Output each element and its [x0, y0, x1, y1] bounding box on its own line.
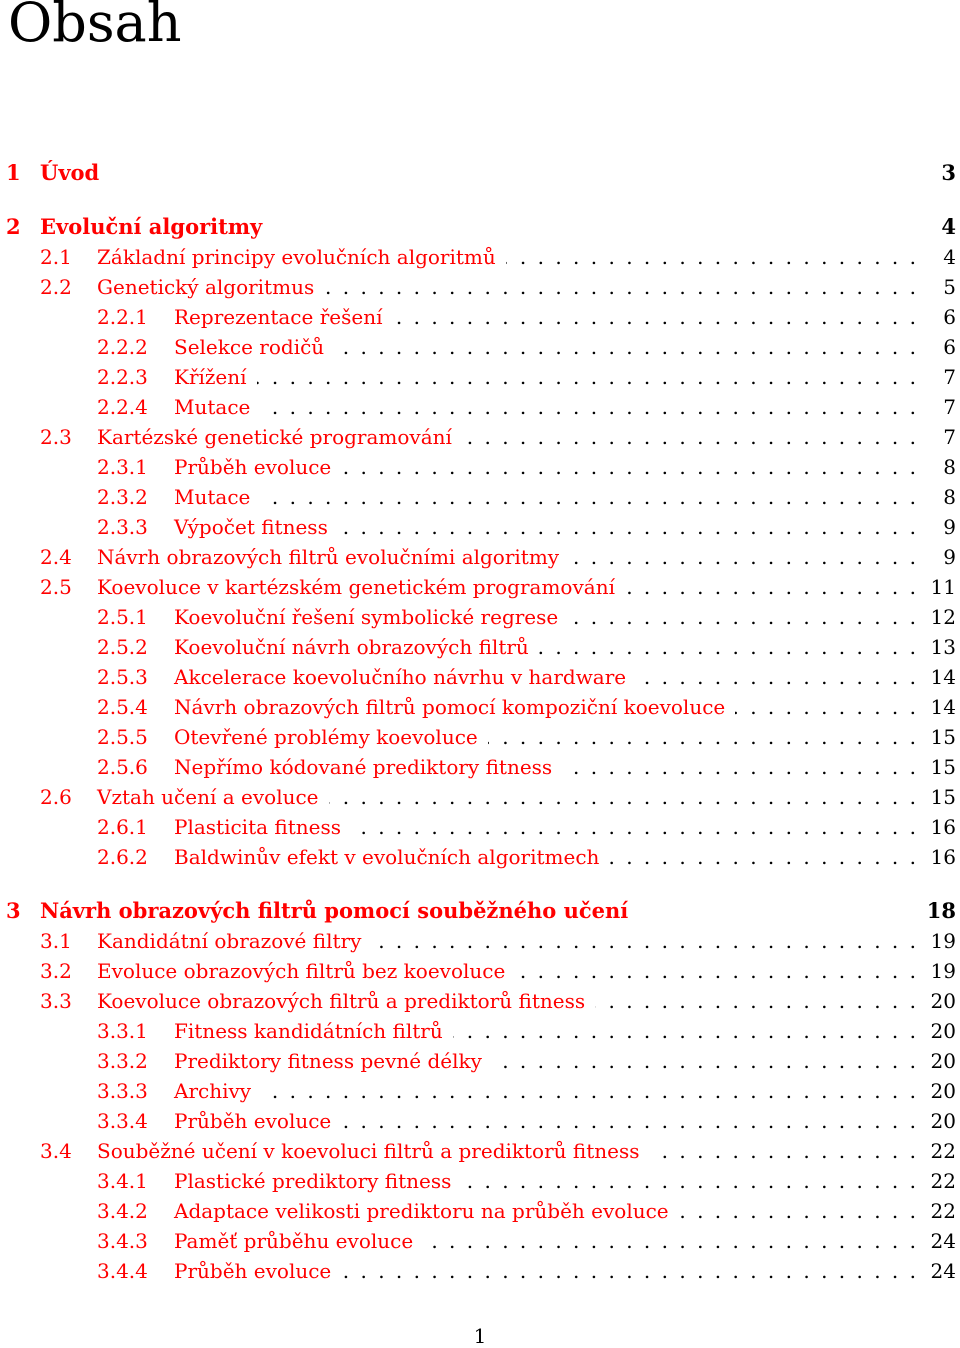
toc-entry-page: 14	[930, 665, 956, 689]
toc-entry-title[interactable]: Úvod	[40, 160, 100, 185]
toc-chapter-entry[interactable]	[0, 158, 960, 188]
toc-entry-number[interactable]: 3.4.2	[97, 1199, 148, 1223]
toc-chapter-entry[interactable]	[0, 896, 960, 926]
dot-leader	[562, 752, 916, 782]
toc-subsection-entry[interactable]	[0, 482, 960, 512]
toc-section-entry[interactable]	[0, 542, 960, 572]
toc-entry-page: 19	[930, 959, 956, 983]
toc-entry-title[interactable]: Průběh evoluce	[174, 1259, 332, 1283]
toc-entry-title[interactable]: Křížení	[174, 365, 247, 389]
toc-subsection-entry[interactable]	[0, 452, 960, 482]
toc-entry-number[interactable]: 2.3.1	[97, 455, 148, 479]
toc-entry-number[interactable]: 3.4.1	[97, 1169, 148, 1193]
toc-subsection-entry[interactable]	[0, 842, 960, 872]
toc-entry-title[interactable]: Kandidátní obrazové filtry	[97, 929, 362, 953]
toc-entry-number[interactable]: 2.5.2	[97, 635, 148, 659]
toc-entry-title[interactable]: Otevřené problémy koevoluce	[174, 725, 478, 749]
toc-chapter-entry[interactable]	[0, 212, 960, 242]
toc-entry-number[interactable]: 2.2.2	[97, 335, 148, 359]
toc-entry-page: 18	[926, 898, 956, 923]
dot-leader	[625, 572, 916, 602]
toc-entry-title[interactable]: Koevoluce obrazových filtrů a prediktorů fitness	[97, 989, 586, 1013]
toc-entry-page: 6	[943, 305, 956, 329]
page-title: Obsah	[8, 0, 182, 54]
toc-entry-page: 11	[930, 575, 956, 599]
dot-leader	[539, 632, 916, 662]
toc-entry-page: 22	[930, 1199, 956, 1223]
toc-entry-number[interactable]: 3.3.1	[97, 1019, 148, 1043]
dot-leader	[351, 812, 916, 842]
toc-entry-number[interactable]: 2.2	[40, 275, 72, 299]
toc-section-entry[interactable]	[0, 926, 960, 956]
toc-entry-page: 7	[943, 365, 956, 389]
toc-entry-title[interactable]: Nepřímo kódované prediktory fitness	[174, 755, 553, 779]
page-number: 1	[473, 1324, 487, 1348]
dot-leader	[453, 1016, 916, 1046]
toc-section-entry[interactable]	[0, 272, 960, 302]
toc-entry-number[interactable]: 3.3.4	[97, 1109, 148, 1133]
toc-entry-title[interactable]: Mutace	[174, 395, 251, 419]
toc-entry-page: 15	[930, 725, 956, 749]
toc-entry-number[interactable]: 3.2	[40, 959, 72, 983]
toc-entry-title[interactable]: Návrh obrazových filtrů evolučními algoritmy	[97, 545, 560, 569]
dot-leader	[341, 452, 916, 482]
dot-leader	[324, 272, 916, 302]
toc-entry-page: 4	[941, 214, 956, 239]
toc-subsection-entry[interactable]	[0, 1196, 960, 1226]
toc-entry-page: 6	[943, 335, 956, 359]
toc-entry-number[interactable]: 2.2.3	[97, 365, 148, 389]
toc-entry-title[interactable]: Akcelerace koevolučního návrhu v hardware	[174, 665, 627, 689]
toc-subsection-entry[interactable]	[0, 752, 960, 782]
toc-entry-title[interactable]: Selekce rodičů	[174, 335, 325, 359]
toc-subsection-entry[interactable]	[0, 332, 960, 362]
toc-entry-number[interactable]: 2.6	[40, 785, 72, 809]
toc-entry-title[interactable]: Adaptace velikosti prediktoru na průběh evoluce	[174, 1199, 669, 1223]
toc-entry-number[interactable]: 3.4	[40, 1139, 72, 1163]
toc-entry-number[interactable]: 2.2.4	[97, 395, 148, 419]
dot-leader	[515, 956, 916, 986]
toc-entry-page: 13	[930, 635, 956, 659]
toc-entry-number[interactable]: 2.2.1	[97, 305, 148, 329]
toc-entry-page: 20	[930, 1049, 956, 1073]
toc-entry-page: 24	[930, 1259, 956, 1283]
toc-entry-title[interactable]: Fitness kandidátních filtrů	[174, 1019, 443, 1043]
toc-entry-title[interactable]: Koevoluční řešení symbolické regrese	[174, 605, 559, 629]
toc-entry-title[interactable]: Mutace	[174, 485, 251, 509]
dot-leader	[423, 1226, 916, 1256]
toc-entry-title[interactable]: Souběžné učení v koevoluci filtrů a prediktorů fitness	[97, 1139, 640, 1163]
dot-leader	[568, 602, 916, 632]
toc-entry-page: 20	[930, 1019, 956, 1043]
dot-leader	[461, 1166, 916, 1196]
toc-entry-number[interactable]: 2.5.1	[97, 605, 148, 629]
toc-subsection-entry[interactable]	[0, 1226, 960, 1256]
toc-entry-page: 3	[941, 160, 956, 185]
toc-entry-page: 16	[930, 845, 956, 869]
toc-entry-title[interactable]: Plasticita fitness	[174, 815, 342, 839]
dot-leader	[371, 926, 916, 956]
dot-leader	[338, 512, 916, 542]
toc-subsection-entry[interactable]	[0, 512, 960, 542]
toc-section-entry[interactable]	[0, 242, 960, 272]
dot-leader	[569, 542, 916, 572]
toc-entry-title[interactable]: Baldwinův efekt v evolučních algoritmech	[174, 845, 600, 869]
toc-entry-number[interactable]: 2.1	[40, 245, 72, 269]
toc-subsection-entry[interactable]	[0, 692, 960, 722]
toc-entry-page: 7	[943, 395, 956, 419]
toc-entry-title[interactable]: Základní principy evolučních algoritmů	[97, 245, 496, 269]
toc-section-entry[interactable]	[0, 782, 960, 812]
toc-entry-number[interactable]: 3.3.3	[97, 1079, 148, 1103]
toc-entry-number[interactable]: 2.5.3	[97, 665, 148, 689]
dot-leader	[260, 392, 916, 422]
toc-entry-number[interactable]: 3.4.4	[97, 1259, 148, 1283]
toc-subsection-entry[interactable]	[0, 1256, 960, 1286]
toc-entry-number[interactable]: 3.4.3	[97, 1229, 148, 1253]
toc-entry-number[interactable]: 3	[6, 898, 21, 923]
toc-entry-title[interactable]: Archivy	[174, 1079, 252, 1103]
dot-leader	[462, 422, 916, 452]
toc-entry-title[interactable]: Koevoluce v kartézském genetickém programování	[97, 575, 615, 599]
toc-entry-number[interactable]: 3.1	[40, 929, 72, 953]
toc-entry-title[interactable]: Vztah učení a evoluce	[97, 785, 319, 809]
toc-entry-title[interactable]: Reprezentace řešení	[174, 305, 383, 329]
toc-subsection-entry[interactable]	[0, 1016, 960, 1046]
toc-subsection-entry[interactable]	[0, 812, 960, 842]
toc-entry-title[interactable]: Plastické prediktory fitness	[174, 1169, 452, 1193]
dot-leader	[595, 986, 916, 1016]
toc-entry-page: 9	[943, 515, 956, 539]
toc-entry-page: 12	[930, 605, 956, 629]
toc-subsection-entry[interactable]	[0, 392, 960, 422]
dot-leader	[650, 1136, 916, 1166]
toc-entry-title[interactable]: Výpočet fitness	[174, 515, 328, 539]
dot-leader	[260, 482, 916, 512]
toc-entry-number[interactable]: 2.5.4	[97, 695, 148, 719]
toc-entry-title[interactable]: Průběh evoluce	[174, 1109, 332, 1133]
toc-entry-number[interactable]: 2.6.2	[97, 845, 148, 869]
dot-leader	[735, 692, 916, 722]
toc-section-entry[interactable]	[0, 572, 960, 602]
toc-entry-number[interactable]: 2.3.3	[97, 515, 148, 539]
dot-leader	[492, 1046, 916, 1076]
dot-leader	[506, 242, 916, 272]
toc-entry-title[interactable]: Evoluce obrazových filtrů bez koevoluce	[97, 959, 506, 983]
toc-entry-title[interactable]: Evoluční algoritmy	[40, 214, 263, 239]
toc-entry-page: 24	[930, 1229, 956, 1253]
toc-subsection-entry[interactable]	[0, 1106, 960, 1136]
dot-leader	[392, 302, 916, 332]
toc-entry-page: 5	[943, 275, 956, 299]
toc-entry-number[interactable]: 2.5.5	[97, 725, 148, 749]
toc-entry-page: 20	[930, 989, 956, 1013]
toc-entry-title[interactable]: Koevoluční návrh obrazových filtrů	[174, 635, 529, 659]
toc-subsection-entry[interactable]	[0, 662, 960, 692]
toc-entry-page: 16	[930, 815, 956, 839]
toc-subsection-entry[interactable]	[0, 1046, 960, 1076]
toc-entry-number[interactable]: 2.3	[40, 425, 72, 449]
dot-leader	[261, 1076, 916, 1106]
toc-entry-title[interactable]: Průběh evoluce	[174, 455, 332, 479]
toc-entry-page: 19	[930, 929, 956, 953]
dot-leader	[334, 332, 916, 362]
toc-entry-page: 4	[943, 245, 956, 269]
toc-entry-page: 7	[943, 425, 956, 449]
toc-section-entry[interactable]	[0, 986, 960, 1016]
toc-subsection-entry[interactable]	[0, 1076, 960, 1106]
toc-entry-page: 14	[930, 695, 956, 719]
toc-subsection-entry[interactable]	[0, 602, 960, 632]
toc-entry-title[interactable]: Návrh obrazových filtrů pomocí kompoziční koevoluce	[174, 695, 726, 719]
toc-subsection-entry[interactable]	[0, 362, 960, 392]
toc-entry-number[interactable]: 1	[6, 160, 21, 185]
toc-entry-page: 15	[930, 755, 956, 779]
toc-entry-page: 9	[943, 545, 956, 569]
toc-section-entry[interactable]	[0, 956, 960, 986]
dot-leader	[609, 842, 916, 872]
toc-entry-page: 20	[930, 1109, 956, 1133]
toc-entry-number[interactable]: 2	[6, 214, 21, 239]
toc-entry-number[interactable]: 2.5	[40, 575, 72, 599]
toc-entry-number[interactable]: 2.3.2	[97, 485, 148, 509]
toc-entry-page: 22	[930, 1169, 956, 1193]
toc-entry-title[interactable]: Návrh obrazových filtrů pomocí souběžného učení	[40, 898, 629, 923]
toc-section-entry[interactable]	[0, 1136, 960, 1166]
toc-entry-title[interactable]: Paměť průběhu evoluce	[174, 1229, 414, 1253]
toc-entry-title[interactable]: Genetický algoritmus	[97, 275, 315, 299]
toc-entry-page: 15	[930, 785, 956, 809]
toc-entry-number[interactable]: 3.3.2	[97, 1049, 148, 1073]
toc-entry-page: 20	[930, 1079, 956, 1103]
toc-entry-title[interactable]: Prediktory fitness pevné délky	[174, 1049, 482, 1073]
dot-leader	[488, 722, 916, 752]
dot-leader	[341, 1256, 916, 1286]
toc-subsection-entry[interactable]	[0, 1166, 960, 1196]
toc-entry-title[interactable]: Kartézské genetické programování	[97, 425, 452, 449]
toc-subsection-entry[interactable]	[0, 632, 960, 662]
toc-subsection-entry[interactable]	[0, 302, 960, 332]
toc-entry-number[interactable]: 2.4	[40, 545, 72, 569]
dot-leader	[636, 662, 916, 692]
toc-entry-number[interactable]: 2.5.6	[97, 755, 148, 779]
toc-entry-number[interactable]: 2.6.1	[97, 815, 148, 839]
toc-subsection-entry[interactable]	[0, 722, 960, 752]
dot-leader	[329, 782, 916, 812]
dot-leader	[257, 362, 916, 392]
toc-section-entry[interactable]	[0, 422, 960, 452]
dot-leader	[341, 1106, 916, 1136]
dot-leader	[679, 1196, 916, 1226]
toc-entry-page: 8	[943, 455, 956, 479]
toc-entry-page: 8	[943, 485, 956, 509]
toc-entry-number[interactable]: 3.3	[40, 989, 72, 1013]
toc-entry-page: 22	[930, 1139, 956, 1163]
